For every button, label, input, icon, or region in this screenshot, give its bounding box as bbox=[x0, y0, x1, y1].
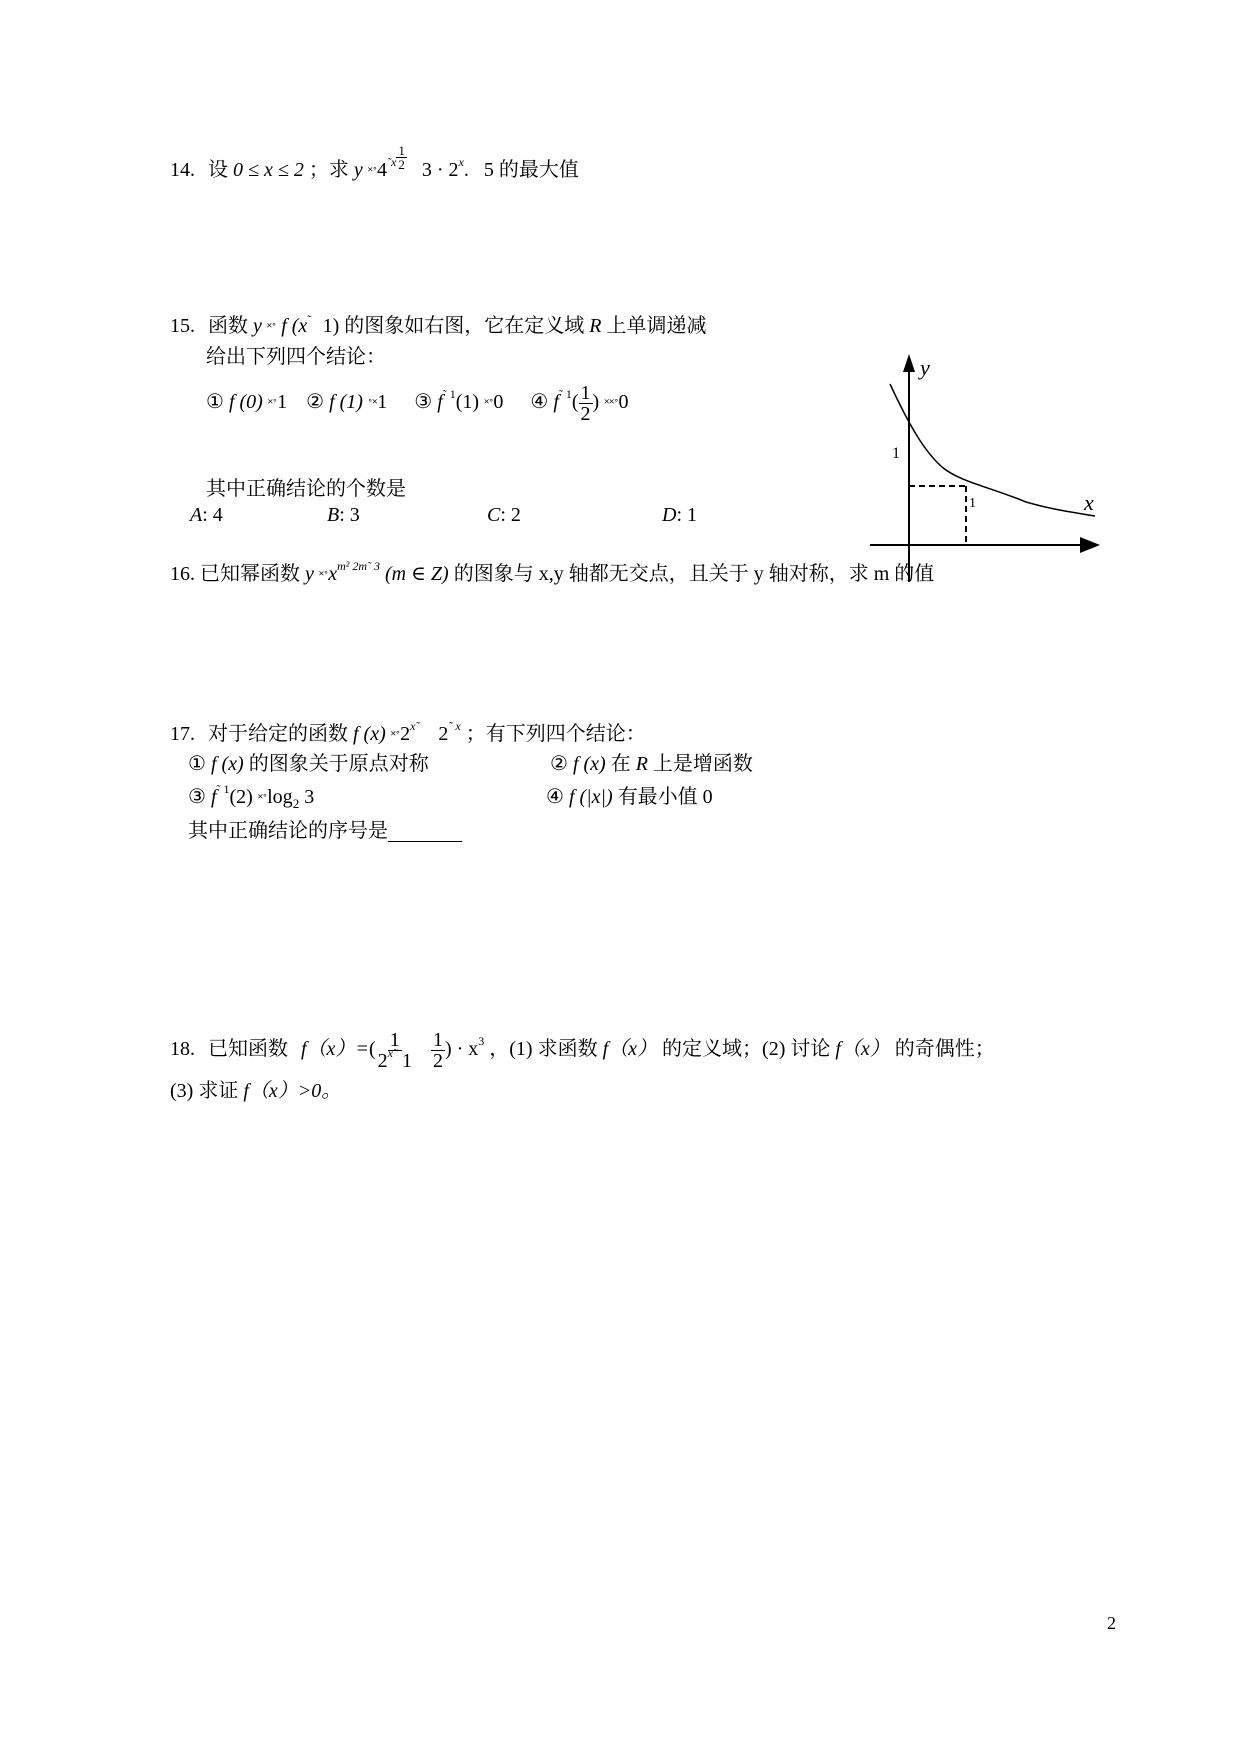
q15-choice-b: B: 3 bbox=[327, 504, 360, 526]
y-tick-label: 1 bbox=[892, 445, 900, 462]
q18-fx-2: f（x） bbox=[602, 1038, 658, 1061]
q15-c3-glyph: ˟˚ bbox=[484, 396, 494, 412]
q18-text-2: ，(1) 求函数 bbox=[489, 1038, 598, 1061]
q15-text-3: 上单调递减 bbox=[606, 315, 707, 337]
q18-line-2 bbox=[170, 1080, 341, 1102]
q14-sup-x: x bbox=[458, 155, 464, 170]
x-axis-arrow bbox=[1080, 537, 1100, 553]
q16-x: x bbox=[328, 563, 338, 585]
page-number: 2 bbox=[1107, 1613, 1116, 1633]
q14-number: 14. bbox=[170, 159, 195, 182]
q14-text-1: 设 bbox=[208, 159, 228, 182]
question-18 bbox=[170, 1030, 995, 1071]
q18-line-2-fx: f（x）>0。 bbox=[243, 1080, 342, 1102]
q18-text-1: 已知函数 bbox=[208, 1038, 288, 1061]
q15-c1-expr: f (0) bbox=[228, 391, 263, 414]
q15-c4-mark: ④ bbox=[530, 391, 549, 414]
q18-cube: 3 bbox=[478, 1034, 485, 1049]
q18-text-4: 的奇偶性； bbox=[894, 1038, 995, 1061]
question-15-line-1 bbox=[170, 312, 707, 337]
q18-open: ( bbox=[368, 1038, 376, 1061]
question-16 bbox=[170, 559, 935, 585]
q15-c3-f: f bbox=[437, 391, 443, 414]
q17-c1: ① f (x) 的图象关于原点对称 bbox=[188, 753, 429, 775]
q15-c2-mark: ② bbox=[306, 391, 325, 414]
q16-exp: m² 2m˜ 3 bbox=[337, 559, 381, 573]
q17-conclusions-row-2 bbox=[188, 782, 713, 811]
q17-glyph: ˟˚ bbox=[390, 728, 401, 743]
q15-choice-d: D: 1 bbox=[662, 504, 698, 526]
q14-dot: . bbox=[463, 159, 469, 182]
q15-c1-mark: ① bbox=[206, 391, 224, 414]
q16-text-1: 已知幂函数 bbox=[200, 563, 300, 585]
q15-one: 1) bbox=[322, 315, 340, 337]
q15-c4-val: 0 bbox=[618, 391, 629, 414]
q17-c3: ③ $f^{˜ 1}(2)$ $˟˚\log_2$ 3 bbox=[188, 782, 315, 811]
q14-y: y bbox=[353, 159, 363, 182]
q15-c4-open: ( bbox=[571, 391, 579, 414]
q16-text-2: 的图象与 x,y 轴都无交点，且关于 y 轴对称，求 m 的值 bbox=[453, 563, 935, 585]
q15-conclusions bbox=[206, 383, 628, 424]
q14-five: 5 bbox=[483, 159, 494, 182]
q15-text-2: 的图象如右图，它在定义域 bbox=[344, 315, 585, 337]
q14-glyph: ˟˚ bbox=[367, 164, 378, 180]
q16-number: 16. bbox=[170, 563, 195, 585]
q18-text-3: 的定义域；(2) 讨论 bbox=[662, 1038, 831, 1061]
q15-line-4: 其中正确结论的个数是 bbox=[206, 478, 406, 500]
q15-line-2: 给出下列四个结论： bbox=[206, 346, 386, 368]
q15-f: f (x bbox=[281, 315, 308, 337]
q15-choices bbox=[190, 504, 697, 526]
q15-choice-c: C: 2 bbox=[487, 504, 521, 526]
y-axis-label: y bbox=[920, 355, 930, 380]
q18-fx-3: f（x） bbox=[835, 1038, 890, 1061]
q14-base-4: 4 bbox=[377, 159, 388, 182]
x-axis-label: x bbox=[1084, 490, 1094, 515]
q15-c1-glyph: ˟˚ bbox=[267, 396, 278, 412]
q15-c4-glyph: ˟˟˚ bbox=[604, 396, 619, 412]
q15-c4-sup: ˜ 1 bbox=[558, 387, 572, 402]
q15-glyph: ˟˚ bbox=[266, 320, 277, 335]
q14-middle: 3 · 2 bbox=[421, 159, 459, 182]
q15-c4-close: ) bbox=[592, 391, 600, 414]
q18-close: ) · x bbox=[444, 1038, 479, 1061]
q17-sup-2: ˜ x bbox=[448, 719, 461, 733]
q17-c2: ② f (x) 在 R 上是增函数 bbox=[550, 753, 753, 775]
q17-text-2: ；有下列四个结论： bbox=[465, 723, 646, 745]
q15-number: 15. bbox=[170, 315, 195, 337]
q17-sup-1: x˜ bbox=[410, 719, 420, 733]
q15-y: y bbox=[253, 315, 262, 337]
q15-c2-expr: f (1) bbox=[329, 391, 363, 414]
q17-number: 17. bbox=[170, 723, 195, 745]
q15-c2-val: 1 bbox=[377, 391, 388, 414]
y-axis-arrow bbox=[903, 354, 915, 372]
q16-glyph: ˟˚ bbox=[318, 568, 329, 583]
q17-conclusions-row-1 bbox=[188, 753, 753, 775]
q17-fx: f (x) bbox=[353, 723, 386, 745]
q15-c1-val: 1 bbox=[277, 391, 288, 414]
q15-c4-frac: $\frac{1}{2}$ bbox=[580, 382, 591, 425]
q14-exp-half: $\frac{1}{2}$ bbox=[398, 143, 405, 172]
question-14 bbox=[170, 143, 579, 185]
q17-c4: ④ f (|x|) 有最小值 0 bbox=[546, 786, 713, 808]
q15-c4-f: f bbox=[553, 391, 559, 414]
q16-paren: (m ∈ Z) bbox=[385, 563, 449, 585]
q17-two-1: 2 bbox=[400, 723, 411, 745]
q15-c2-glyph: ˚˟ bbox=[367, 396, 378, 412]
q17-two-2: 2 bbox=[438, 723, 449, 745]
q15-function-graph bbox=[870, 352, 1100, 592]
q17-line-4 bbox=[188, 820, 462, 842]
q15-c3-mark: ③ bbox=[414, 391, 433, 414]
q17-answer-prompt: 其中正确结论的序号是 bbox=[188, 820, 388, 842]
q14-condition: 0 ≤ x ≤ 2 bbox=[233, 159, 304, 182]
q15-tilde: ˜ bbox=[307, 312, 312, 327]
question-17 bbox=[170, 719, 646, 745]
q18-number: 18. bbox=[170, 1038, 195, 1061]
q15-c3-val: 0 bbox=[493, 391, 504, 414]
q18-frac-1: $\frac{1}{2^{x˜} 1}$ bbox=[377, 1029, 412, 1072]
q15-text-1: 函数 bbox=[208, 315, 248, 337]
q15-choice-a: A: 4 bbox=[190, 504, 223, 526]
function-curve bbox=[890, 384, 1095, 516]
q15-c3-sup: ˜ 1 bbox=[442, 387, 456, 402]
q18-fx: f（x）= bbox=[301, 1038, 369, 1061]
q14-exp-x: ˜x bbox=[387, 155, 397, 170]
q14-text-2: ；求 bbox=[308, 159, 349, 182]
q17-text-1: 对于给定的函数 bbox=[208, 723, 348, 745]
x-tick-label: 1 bbox=[969, 496, 976, 511]
q18-frac-2: $\frac{1}{2}$ bbox=[432, 1029, 443, 1072]
q15-c3-arg: (1) bbox=[455, 391, 480, 414]
q15-R: R bbox=[589, 315, 602, 337]
q16-y: y bbox=[305, 563, 314, 585]
q18-line-2-a: (3) 求证 bbox=[170, 1080, 239, 1102]
q17-answer-blank[interactable] bbox=[388, 823, 462, 842]
q14-text-3: 的最大值 bbox=[498, 159, 579, 182]
